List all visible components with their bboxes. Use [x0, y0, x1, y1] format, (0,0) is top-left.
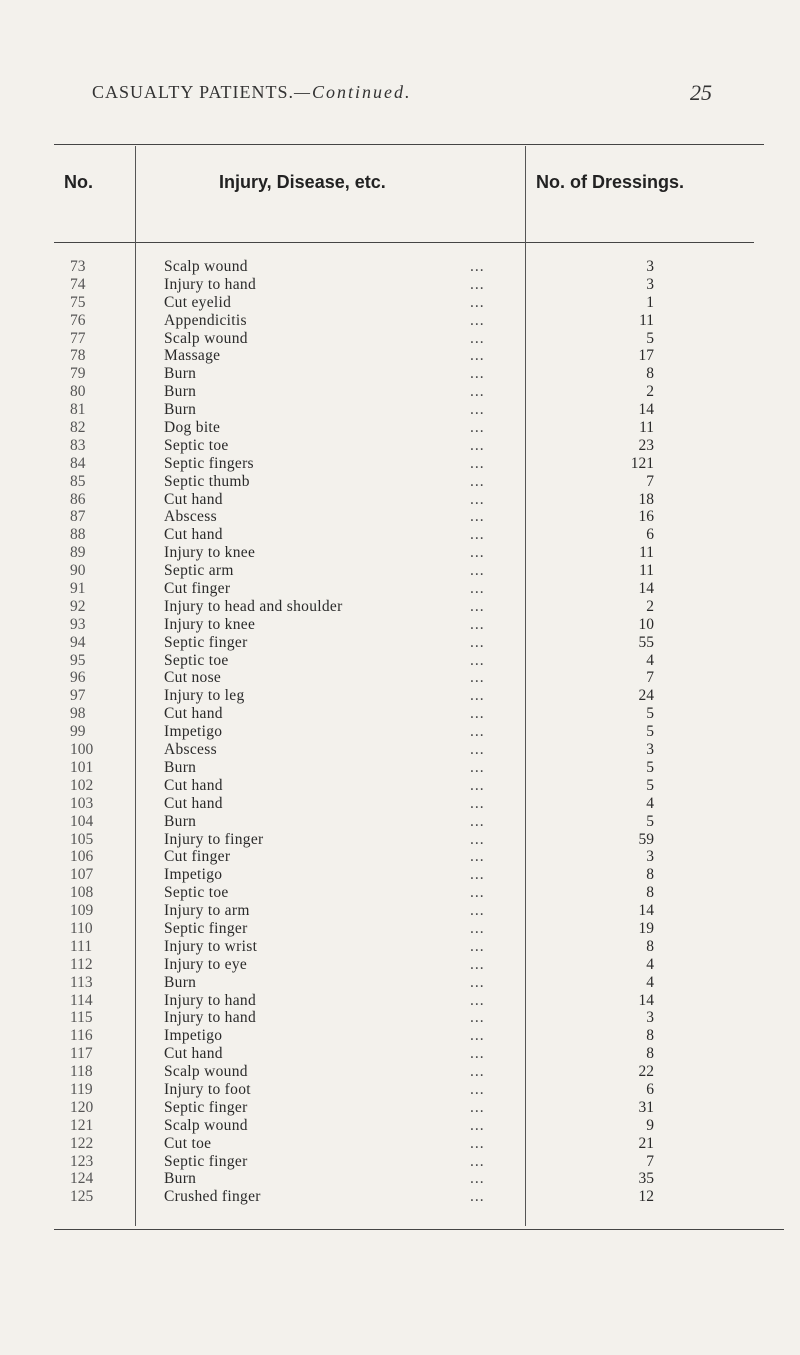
- row-dressings: 11: [639, 311, 654, 329]
- row-leader-dots: ...: [470, 723, 485, 741]
- row-leader-dots: ...: [470, 311, 485, 329]
- row-leader-dots: ...: [470, 544, 485, 562]
- row-leader-dots: ...: [470, 937, 485, 955]
- table-row: [54, 992, 794, 1010]
- row-leader-dots: ...: [470, 884, 485, 902]
- row-dressings: 14: [638, 401, 654, 419]
- row-injury: Injury to finger: [164, 830, 264, 848]
- row-injury: Injury to foot: [164, 1080, 251, 1098]
- row-injury: Injury to head and shoulder: [164, 597, 343, 615]
- row-leader-dots: ...: [470, 902, 485, 920]
- row-leader-dots: ...: [470, 794, 485, 812]
- row-dressings: 3: [646, 741, 654, 759]
- row-number: 117: [70, 1045, 93, 1063]
- row-injury: Injury to leg: [164, 687, 245, 705]
- row-leader-dots: ...: [470, 633, 485, 651]
- table-row: [54, 1170, 794, 1188]
- row-leader-dots: ...: [470, 651, 485, 669]
- row-injury: Cut hand: [164, 526, 223, 544]
- row-dressings: 5: [646, 705, 654, 723]
- table-row: [54, 383, 794, 401]
- table-row: [54, 508, 794, 526]
- row-number: 87: [70, 508, 86, 526]
- table-row: [54, 294, 794, 312]
- row-number: 119: [70, 1080, 93, 1098]
- row-injury: Injury to eye: [164, 955, 248, 973]
- table-row: [54, 634, 794, 652]
- row-leader-dots: ...: [470, 580, 485, 598]
- row-leader-dots: ...: [470, 365, 485, 383]
- table-row: [54, 419, 794, 437]
- row-injury: Injury to hand: [164, 275, 257, 293]
- row-leader-dots: ...: [470, 758, 485, 776]
- table-bottom-rule: [54, 1229, 784, 1230]
- table-row: [54, 1027, 794, 1045]
- row-number: 121: [70, 1116, 94, 1134]
- table-row: [54, 884, 794, 902]
- row-injury: Septic toe: [164, 651, 229, 669]
- row-dressings: 11: [639, 419, 654, 437]
- row-leader-dots: ...: [470, 472, 485, 490]
- row-number: 96: [70, 669, 86, 687]
- row-dressings: 8: [646, 866, 654, 884]
- row-number: 85: [70, 472, 86, 490]
- table-row: [54, 1063, 794, 1081]
- row-dressings: 4: [646, 955, 654, 973]
- table-row: [54, 1135, 794, 1153]
- row-number: 86: [70, 490, 86, 508]
- row-dressings: 31: [638, 1098, 654, 1116]
- table-row: [54, 974, 794, 992]
- table-row: [54, 365, 794, 383]
- row-injury: Appendicitis: [164, 311, 247, 329]
- row-number: 104: [70, 812, 94, 830]
- table-row: [54, 455, 794, 473]
- table-row: [54, 258, 794, 276]
- row-number: 124: [70, 1170, 94, 1188]
- page-header: [92, 82, 712, 122]
- row-number: 106: [70, 848, 94, 866]
- row-injury: Burn: [164, 401, 197, 419]
- row-dressings: 6: [646, 526, 654, 544]
- row-injury: Dog bite: [164, 419, 221, 437]
- row-number: 89: [70, 544, 86, 562]
- table-row: [54, 652, 794, 670]
- row-leader-dots: ...: [470, 615, 485, 633]
- row-leader-dots: ...: [470, 258, 485, 275]
- table-row: [54, 902, 794, 920]
- table-row: [54, 544, 794, 562]
- row-dressings: 5: [646, 812, 654, 830]
- row-number: 122: [70, 1134, 94, 1152]
- row-injury: Burn: [164, 365, 197, 383]
- row-injury: Injury to hand: [164, 1009, 257, 1027]
- row-number: 97: [70, 687, 86, 705]
- row-number: 115: [70, 1009, 93, 1027]
- row-leader-dots: ...: [470, 812, 485, 830]
- row-injury: Injury to knee: [164, 615, 256, 633]
- row-dressings: 8: [646, 1045, 654, 1063]
- row-leader-dots: ...: [470, 597, 485, 615]
- table-row: [54, 616, 794, 634]
- row-leader-dots: ...: [470, 329, 485, 347]
- row-leader-dots: ...: [470, 1134, 485, 1152]
- row-leader-dots: ...: [470, 866, 485, 884]
- table-row: [54, 1188, 794, 1206]
- row-injury: Crushed finger: [164, 1188, 261, 1206]
- row-leader-dots: ...: [470, 919, 485, 937]
- row-injury: Burn: [164, 1170, 197, 1188]
- row-dressings: 5: [646, 723, 654, 741]
- row-dressings: 4: [646, 794, 654, 812]
- row-injury: Cut eyelid: [164, 293, 232, 311]
- row-injury: Cut finger: [164, 848, 231, 866]
- row-number: 95: [70, 651, 86, 669]
- table-row: [54, 473, 794, 491]
- row-injury: Impetigo: [164, 866, 223, 884]
- row-injury: Scalp wound: [164, 1116, 248, 1134]
- row-number: 100: [70, 741, 94, 759]
- row-number: 93: [70, 615, 86, 633]
- row-dressings: 10: [638, 615, 654, 633]
- table-row: [54, 956, 794, 974]
- row-dressings: 18: [638, 490, 654, 508]
- table-row: [54, 848, 794, 866]
- row-injury: Burn: [164, 812, 197, 830]
- row-number: 111: [70, 937, 93, 955]
- row-leader-dots: ...: [470, 687, 485, 705]
- row-leader-dots: ...: [470, 526, 485, 544]
- table-row: [54, 723, 794, 741]
- row-leader-dots: ...: [470, 830, 485, 848]
- row-dressings: 11: [639, 544, 654, 562]
- row-leader-dots: ...: [470, 1098, 485, 1116]
- table-row: [54, 562, 794, 580]
- table-row: [54, 705, 794, 723]
- table-row: [54, 759, 794, 777]
- running-title: [92, 82, 412, 103]
- row-dressings: 24: [638, 687, 654, 705]
- table-row: [54, 687, 794, 705]
- row-number: 84: [70, 454, 86, 472]
- row-injury: Cut hand: [164, 776, 223, 794]
- row-number: 101: [70, 758, 94, 776]
- row-injury: Abscess: [164, 508, 217, 526]
- table-row: [54, 1117, 794, 1135]
- row-leader-dots: ...: [470, 991, 485, 1009]
- row-number: 99: [70, 723, 86, 741]
- row-number: 118: [70, 1063, 93, 1081]
- row-number: 78: [70, 347, 86, 365]
- row-leader-dots: ...: [470, 401, 485, 419]
- row-number: 103: [70, 794, 94, 812]
- row-leader-dots: ...: [470, 848, 485, 866]
- row-dressings: 4: [646, 973, 654, 991]
- row-number: 83: [70, 436, 86, 454]
- table-row: [54, 526, 794, 544]
- row-dressings: 17: [638, 347, 654, 365]
- row-number: 94: [70, 633, 86, 651]
- row-number: 105: [70, 830, 94, 848]
- row-injury: Cut hand: [164, 705, 223, 723]
- table-row: [54, 1081, 794, 1099]
- row-leader-dots: ...: [470, 383, 485, 401]
- row-leader-dots: ...: [470, 1116, 485, 1134]
- casualty-table: [54, 144, 794, 1234]
- row-injury: Septic finger: [164, 1152, 248, 1170]
- row-dressings: 22: [638, 1063, 654, 1081]
- row-number: 102: [70, 776, 94, 794]
- table-row: [54, 598, 794, 616]
- page-number: 25: [690, 80, 712, 105]
- row-injury: Septic finger: [164, 919, 248, 937]
- table-row: [54, 920, 794, 938]
- row-dressings: 3: [646, 848, 654, 866]
- table-body: [54, 258, 794, 1206]
- table-row: [54, 831, 794, 849]
- row-dressings: 5: [646, 329, 654, 347]
- row-injury: Injury to knee: [164, 544, 256, 562]
- row-dressings: 7: [646, 472, 654, 490]
- row-number: 73: [70, 258, 86, 275]
- row-leader-dots: ...: [470, 508, 485, 526]
- row-number: 120: [70, 1098, 94, 1116]
- row-leader-dots: ...: [470, 275, 485, 293]
- table-row: [54, 669, 794, 687]
- row-dressings: 23: [638, 436, 654, 454]
- row-leader-dots: ...: [470, 973, 485, 991]
- table-row: [54, 1099, 794, 1117]
- table-row: [54, 347, 794, 365]
- row-injury: Burn: [164, 758, 197, 776]
- column-header-injury: Injury, Disease, etc.: [219, 172, 386, 192]
- row-dressings: 3: [646, 1009, 654, 1027]
- row-number: 91: [70, 580, 86, 598]
- row-leader-dots: ...: [470, 490, 485, 508]
- row-injury: Septic finger: [164, 1098, 248, 1116]
- row-dressings: 9: [646, 1116, 654, 1134]
- row-leader-dots: ...: [470, 776, 485, 794]
- row-leader-dots: ...: [470, 436, 485, 454]
- running-title-continued: —Continued.: [294, 82, 412, 102]
- row-number: 116: [70, 1027, 93, 1045]
- row-dressings: 8: [646, 1027, 654, 1045]
- row-injury: Cut nose: [164, 669, 222, 687]
- table-row: [54, 437, 794, 455]
- row-number: 108: [70, 884, 94, 902]
- row-number: 92: [70, 597, 86, 615]
- row-number: 82: [70, 419, 86, 437]
- row-number: 76: [70, 311, 86, 329]
- row-injury: Septic fingers: [164, 454, 254, 472]
- row-number: 109: [70, 902, 94, 920]
- table-row: [54, 580, 794, 598]
- row-injury: Septic toe: [164, 436, 229, 454]
- row-dressings: 5: [646, 758, 654, 776]
- row-leader-dots: ...: [470, 1152, 485, 1170]
- row-dressings: 12: [638, 1188, 654, 1206]
- row-leader-dots: ...: [470, 955, 485, 973]
- row-leader-dots: ...: [470, 741, 485, 759]
- row-number: 98: [70, 705, 86, 723]
- table-row: [54, 795, 794, 813]
- row-leader-dots: ...: [470, 1027, 485, 1045]
- table-header-rule: [54, 242, 754, 243]
- table-row: [54, 1153, 794, 1171]
- row-injury: Septic finger: [164, 633, 248, 651]
- row-leader-dots: ...: [470, 1063, 485, 1081]
- table-row: [54, 777, 794, 795]
- row-number: 81: [70, 401, 86, 419]
- row-number: 114: [70, 991, 93, 1009]
- row-leader-dots: ...: [470, 347, 485, 365]
- row-injury: Septic thumb: [164, 472, 250, 490]
- row-dressings: 121: [630, 454, 654, 472]
- row-dressings: 16: [638, 508, 654, 526]
- row-dressings: 35: [638, 1170, 654, 1188]
- row-injury: Scalp wound: [164, 258, 248, 275]
- row-dressings: 7: [646, 1152, 654, 1170]
- row-dressings: 5: [646, 776, 654, 794]
- column-header-no: No.: [64, 172, 93, 192]
- table-row: [54, 330, 794, 348]
- row-number: 107: [70, 866, 94, 884]
- row-dressings: 3: [646, 275, 654, 293]
- row-number: 88: [70, 526, 86, 544]
- row-leader-dots: ...: [470, 1188, 485, 1206]
- table-row: [54, 1045, 794, 1063]
- row-dressings: 2: [646, 597, 654, 615]
- table-row: [54, 491, 794, 509]
- row-injury: Cut hand: [164, 794, 223, 812]
- row-injury: Impetigo: [164, 1027, 223, 1045]
- row-dressings: 59: [638, 830, 654, 848]
- row-dressings: 6: [646, 1080, 654, 1098]
- row-dressings: 7: [646, 669, 654, 687]
- table-top-rule: [54, 144, 764, 145]
- row-injury: Scalp wound: [164, 1063, 248, 1081]
- row-injury: Burn: [164, 383, 197, 401]
- row-leader-dots: ...: [470, 293, 485, 311]
- table-row: [54, 866, 794, 884]
- row-injury: Scalp wound: [164, 329, 248, 347]
- row-injury: Abscess: [164, 741, 217, 759]
- row-number: 74: [70, 275, 86, 293]
- row-dressings: 8: [646, 365, 654, 383]
- table-row: [54, 276, 794, 294]
- row-number: 110: [70, 919, 93, 937]
- row-dressings: 1: [646, 293, 654, 311]
- running-title-text: CASUALTY PATIENTS.: [92, 82, 295, 102]
- row-injury: Cut toe: [164, 1134, 212, 1152]
- row-dressings: 8: [646, 884, 654, 902]
- row-number: 80: [70, 383, 86, 401]
- column-header-dressings: No. of Dressings.: [536, 172, 685, 192]
- row-dressings: 3: [646, 258, 654, 275]
- row-injury: Massage: [164, 347, 221, 365]
- row-number: 112: [70, 955, 93, 973]
- row-injury: Injury to hand: [164, 991, 257, 1009]
- row-number: 77: [70, 329, 86, 347]
- row-dressings: 55: [638, 633, 654, 651]
- row-dressings: 14: [638, 991, 654, 1009]
- row-dressings: 21: [638, 1134, 654, 1152]
- row-number: 79: [70, 365, 86, 383]
- row-injury: Septic toe: [164, 884, 229, 902]
- row-number: 75: [70, 293, 86, 311]
- table-row: [54, 741, 794, 759]
- row-dressings: 4: [646, 651, 654, 669]
- row-leader-dots: ...: [470, 705, 485, 723]
- row-leader-dots: ...: [470, 1045, 485, 1063]
- table-row: [54, 938, 794, 956]
- row-leader-dots: ...: [470, 562, 485, 580]
- row-leader-dots: ...: [470, 1170, 485, 1188]
- row-leader-dots: ...: [470, 454, 485, 472]
- row-dressings: 11: [639, 562, 654, 580]
- row-injury: Impetigo: [164, 723, 223, 741]
- row-injury: Injury to arm: [164, 902, 250, 920]
- table-row: [54, 813, 794, 831]
- table-row: [54, 1009, 794, 1027]
- row-dressings: 14: [638, 580, 654, 598]
- row-injury: Cut hand: [164, 490, 223, 508]
- row-dressings: 14: [638, 902, 654, 920]
- row-number: 125: [70, 1188, 94, 1206]
- row-leader-dots: ...: [470, 669, 485, 687]
- row-injury: Injury to wrist: [164, 937, 258, 955]
- row-injury: Cut hand: [164, 1045, 223, 1063]
- row-injury: Cut finger: [164, 580, 231, 598]
- row-leader-dots: ...: [470, 419, 485, 437]
- row-injury: Septic arm: [164, 562, 234, 580]
- row-number: 90: [70, 562, 86, 580]
- row-dressings: 19: [638, 919, 654, 937]
- row-leader-dots: ...: [470, 1080, 485, 1098]
- row-dressings: 8: [646, 937, 654, 955]
- row-number: 113: [70, 973, 93, 991]
- row-dressings: 2: [646, 383, 654, 401]
- row-leader-dots: ...: [470, 1009, 485, 1027]
- table-row: [54, 401, 794, 419]
- row-injury: Burn: [164, 973, 197, 991]
- row-number: 123: [70, 1152, 94, 1170]
- table-row: [54, 312, 794, 330]
